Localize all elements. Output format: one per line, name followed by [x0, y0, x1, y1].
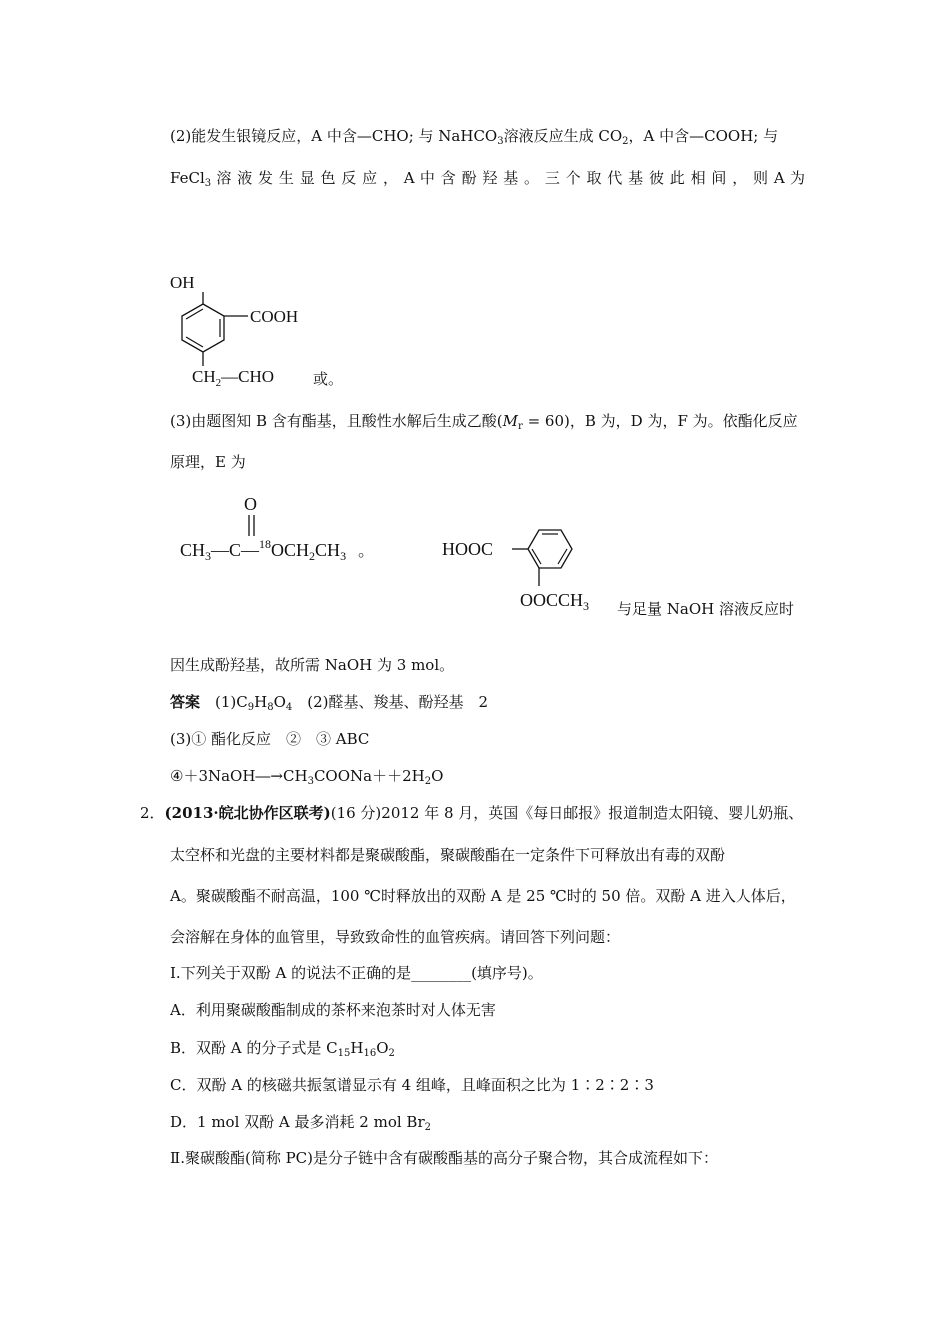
text-line: 与足量 NaOH 溶液反应时	[617, 600, 794, 618]
cooh-label: COOH	[250, 307, 299, 326]
question-source: (2013·皖北协作区联考)	[164, 804, 331, 822]
answer-label: 答案	[170, 693, 201, 711]
oocch3-label: $OOCCH_3$	[520, 590, 590, 613]
text-line: (2)能发生银镜反应，A 中含—CHO; 与 NaHCO$_3$溶液反应生成 $CO_2$，A 中含—COOH; 与	[170, 127, 779, 147]
ester-formula: $CH_3—C—^{18}OCH_2CH_3$ 。	[180, 537, 375, 563]
answer-line: 答案 $(1)C_9H_8O_4$ (2)醛基、羧基、酚羟基 2	[170, 693, 489, 713]
text-line: (3)① 酯化反应 ② ③ ABC	[170, 730, 370, 748]
carbonyl-o-label: O	[244, 494, 257, 514]
ch2-label: $CH_2—CHO$	[192, 367, 275, 389]
oh-label: OH	[170, 273, 195, 292]
option-d: D．1 mol 双酚 A 最多消耗 2 mol $Br_2$	[170, 1113, 431, 1133]
text-line: $④+3NaOH―\to CH_3COONa++2H_2O$	[170, 767, 444, 787]
text-line: 原理，E 为	[170, 453, 246, 471]
structure-e	[178, 488, 428, 566]
text-line: 会溶解在身体的血管里，导致致命性的血管疾病。请回答下列问题：	[170, 928, 621, 946]
hooc-label: HOOC	[442, 539, 494, 559]
structure-a	[168, 270, 318, 390]
text-line: Ⅱ.聚碳酸酯(简称 PC)是分子链中含有碳酸酯基的高分子聚合物，其合成流程如下：	[170, 1149, 719, 1167]
text-line: (3)由题图知 B 含有酯基，且酸性水解后生成乙酸$(M_r = 60)$，B 为，D 为，F 为。依酯化反应	[170, 412, 798, 432]
text-line: 或。	[313, 370, 344, 388]
text-line: FeCl$_3$ 溶 液 发 生 显 色 反 应 ， A 中 含 酚 羟 基 。 三 个 取 代 基 彼 此 相 间 ， 则 A 为	[170, 169, 805, 189]
text-line: 太空杯和光盘的主要材料都是聚碳酸酯，聚碳酸酯在一定条件下可释放出有毒的双酚	[170, 846, 726, 864]
question-2-line: 2．(2013·皖北协作区联考)(16 分)2012 年 8 月，英国《每日邮报》报道制造太阳镜、婴儿奶瓶、	[140, 804, 804, 822]
option-c: C．双酚 A 的核磁共振氢谱显示有 4 组峰，且峰面积之比为 1∶2∶2∶3	[170, 1076, 654, 1094]
option-b: B．双酚 A 的分子式是 $C_{15}H_{16}O_2$	[170, 1039, 395, 1059]
text-line: A。聚碳酸酯不耐高温，100 ℃时释放出的双酚 A 是 25 ℃时的 50 倍。双酚 A 进入人体后，	[170, 887, 796, 905]
structure-aspirin	[438, 512, 618, 617]
text-line: Ⅰ.下列关于双酚 A 的说法不正确的是________(填序号)。	[170, 964, 543, 982]
text-line: 因生成酚羟基，故所需 NaOH 为 3 mol。	[170, 656, 455, 674]
option-a: A．利用聚碳酸酯制成的茶杯来泡茶时对人体无害	[170, 1001, 496, 1019]
